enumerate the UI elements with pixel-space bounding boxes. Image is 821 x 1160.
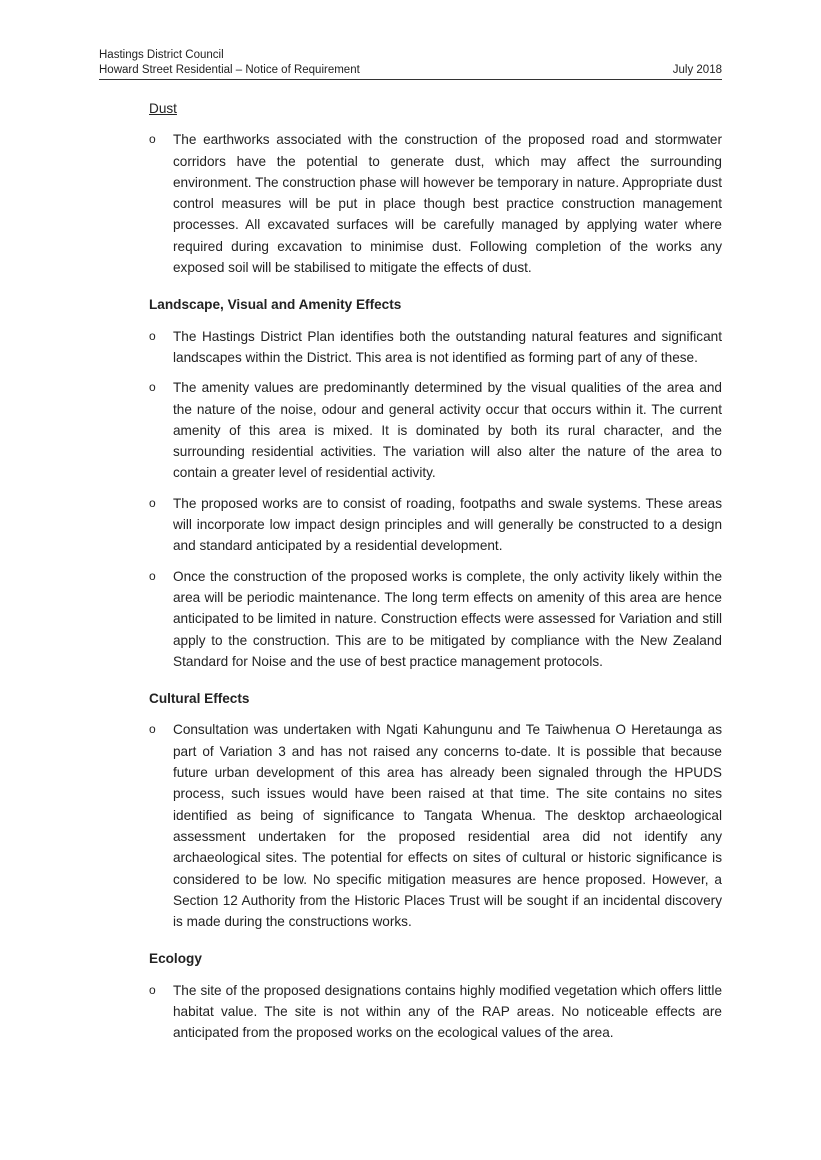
bullet-icon: o [149,568,156,583]
header-org: Hastings District Council [99,49,224,61]
header-title-row [99,63,722,80]
section-heading-landscape: Landscape, Visual and Amenity Effects [149,297,402,313]
page-header [99,48,722,80]
list-item-text: Once the construction of the proposed works is complete, the only activity likely within the area will be periodic maintenance. The long term effects on amenity of this area are hence anticipated to be limited in nature. Construction effects were assessed for Variation and still apply to the construction. This are to be mitigated by compliance with the New Zealand Standard for Noise and the use of best practice management protocols. [173,568,722,669]
section-ecology [149,948,722,1043]
list-item-text: The earthworks associated with the construction of the proposed road and stormwater corridors have the potential to generate dust, which may affect the surrounding environment. The construction phase will however be temporary in nature. Appropriate dust control measures will be put in place though best practice construction management processes. All excavated surfaces will be carefully managed by applying water where required during excavation to minimise dust. Following completion of the works any exposed soil will be stabilised to mitigate the effects of dust. [173,132,722,276]
section-heading-cultural: Cultural Effects [149,691,250,707]
bullet-icon: o [149,722,156,737]
header-date: July 2018 [672,64,722,76]
list-item-text: The proposed works are to consist of roading, footpaths and swale systems. These areas will incorporate low impact design principles and will generally be constructed to a design and standard anticipated by a residential development. [173,495,722,554]
section-dust [149,98,722,278]
list-item-text: The amenity values are predominantly determined by the visual qualities of the area and the nature of the noise, odour and general activity occur that occurs within it. The current amenity of this area is mixed. It is dominated by both its rural character, and the surrounding residential activities. The variation will also alter the nature of the area to contain a greater level of residential activity. [173,380,722,481]
list-item [149,719,722,932]
header-title: Howard Street Residential – Notice of Requirement [99,64,360,76]
bullet-icon: o [149,982,156,997]
list-item-text: The site of the proposed designations contains highly modified vegetation which offers little habitat value. The site is not within any of the RAP areas. No noticeable effects are anticipated from the proposed works on the ecological values of the area. [173,982,722,1041]
list-item [149,129,722,278]
list-item-text: Consultation was undertaken with Ngati Kahungunu and Te Taiwhenua O Heretaunga as part of Variation 3 and has not raised any concerns to-date. It is possible that because future urban development of this area has already been signaled through the HPUDS process, such issues would have been raised at that time. The site contains no sites identified as being of significance to Tangata Whenua. The desktop archaeological assessment undertaken for the proposed residential area did not identify any archaeological sites. The potential for effects on sites of cultural or historic significance is considered to be low. No specific mitigation measures are hence proposed. However, a Section 12 Authority from the Historic Places Trust will be sought if an incidental discovery is made during the constructions works. [173,722,722,930]
section-cultural [149,688,722,932]
list-item [149,493,722,557]
list-item [149,326,722,369]
list-item [149,566,722,672]
section-heading-dust: Dust [149,101,177,116]
bullet-icon: o [149,380,156,395]
list-item-text: The Hastings District Plan identifies both the outstanding natural features and significant landscapes within the District. This area is not identified as forming part of any of these. [173,328,722,365]
section-heading-ecology: Ecology [149,951,202,967]
section-landscape [149,294,722,672]
list-item [149,980,722,1044]
document-body [149,98,722,1060]
bullet-icon: o [149,132,156,147]
list-item [149,377,722,483]
bullet-icon: o [149,328,156,343]
bullet-icon: o [149,495,156,510]
